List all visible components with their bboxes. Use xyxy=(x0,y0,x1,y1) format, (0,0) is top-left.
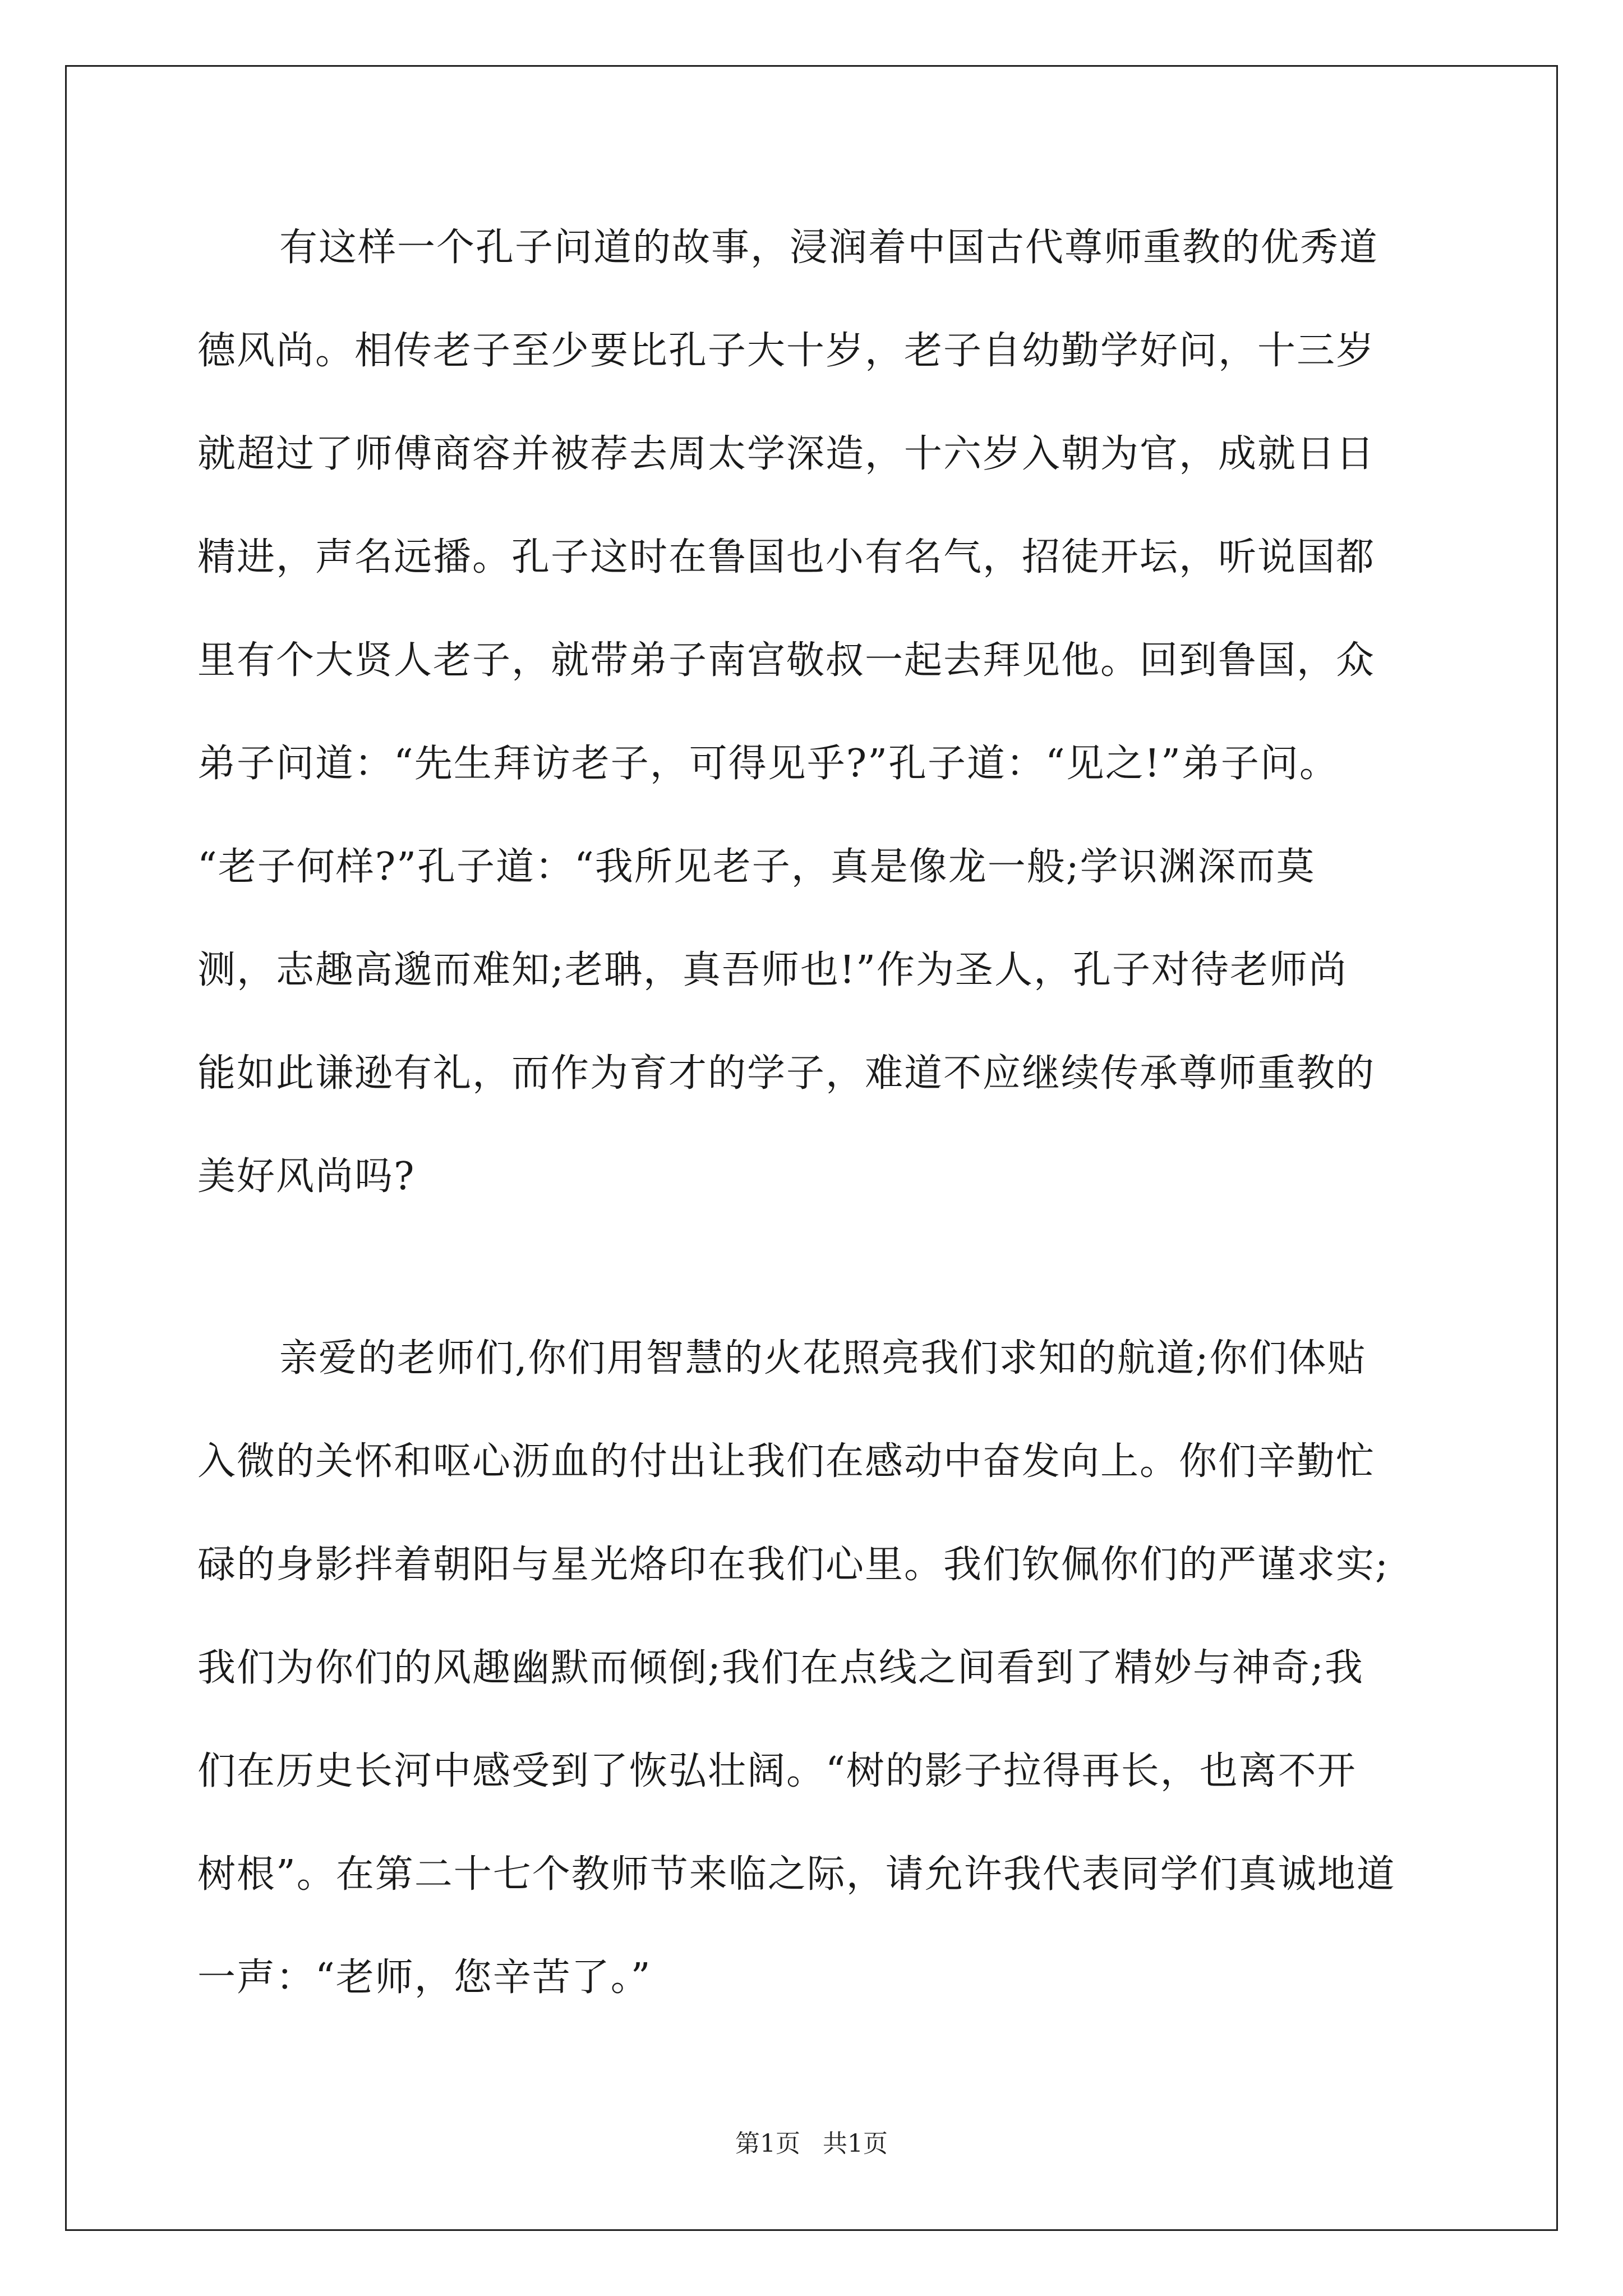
paragraph-line: 我们为你们的风趣幽默而倾倒;我们在点线之间看到了精妙与神奇;我 xyxy=(197,1646,1364,1690)
page-total: 共1页 xyxy=(823,2129,888,2158)
paragraph-line: “老子何样?”孔子道：“我所见老子，真是像龙一般;学识渊深而莫 xyxy=(197,845,1316,889)
paragraph-line: 入微的关怀和呕心沥血的付出让我们在感动中奋发向上。你们辛勤忙 xyxy=(197,1439,1376,1484)
document-body xyxy=(197,220,1426,2053)
paragraph-line: 亲爱的老师们,你们用智慧的火花照亮我们求知的航道;你们体贴 xyxy=(279,1336,1367,1381)
paragraph-line: 测，志趣高邈而难知;老聃，真吾师也!”作为圣人，孔子对待老师尚 xyxy=(197,948,1348,992)
paragraph-1 xyxy=(197,220,1426,1252)
paragraph-line: 精进，声名远播。孔子这时在鲁国也小有名气，招徒开坛，听说国都 xyxy=(197,535,1376,579)
paragraph-line: 就超过了师傅商容并被荐去周太学深造，十六岁入朝为官，成就日日 xyxy=(197,432,1376,476)
paragraph-line: 德风尚。相传老子至少要比孔子大十岁，老子自幼勤学好问，十三岁 xyxy=(197,329,1376,373)
paragraph-line: 弟子问道：“先生拜访老子，可得见乎?”孔子道：“见之!”弟子问。 xyxy=(197,742,1339,786)
paragraph-line: 能如此谦逊有礼，而作为育才的学子，难道不应继续传承尊师重教的 xyxy=(197,1051,1376,1096)
paragraph-line: 碌的身影拌着朝阳与星光烙印在我们心里。我们钦佩你们的严谨求实; xyxy=(197,1543,1389,1587)
paragraph-line: 们在历史长河中感受到了恢弘壮阔。“树的影子拉得再长，也离不开 xyxy=(197,1749,1357,1793)
page-number: 第1页 xyxy=(735,2129,800,2158)
paragraph-line: 一声：“老师，您辛苦了。” xyxy=(197,1955,652,2000)
paragraph-gap xyxy=(197,1252,1426,1331)
paragraph-line: 美好风尚吗? xyxy=(197,1154,416,1199)
paragraph-line: 树根”。在第二十七个教师节来临之际，请允许我代表同学们真诚地道 xyxy=(197,1852,1396,1897)
paragraph-line: 里有个大贤人老子，就带弟子南宫敬叔一起去拜见他。回到鲁国，众 xyxy=(197,638,1376,683)
paragraph-2 xyxy=(197,1331,1426,2053)
page-footer xyxy=(0,2127,1623,2161)
paragraph-line: 有这样一个孔子问道的故事，浸润着中国古代尊师重教的优秀道 xyxy=(279,226,1379,270)
